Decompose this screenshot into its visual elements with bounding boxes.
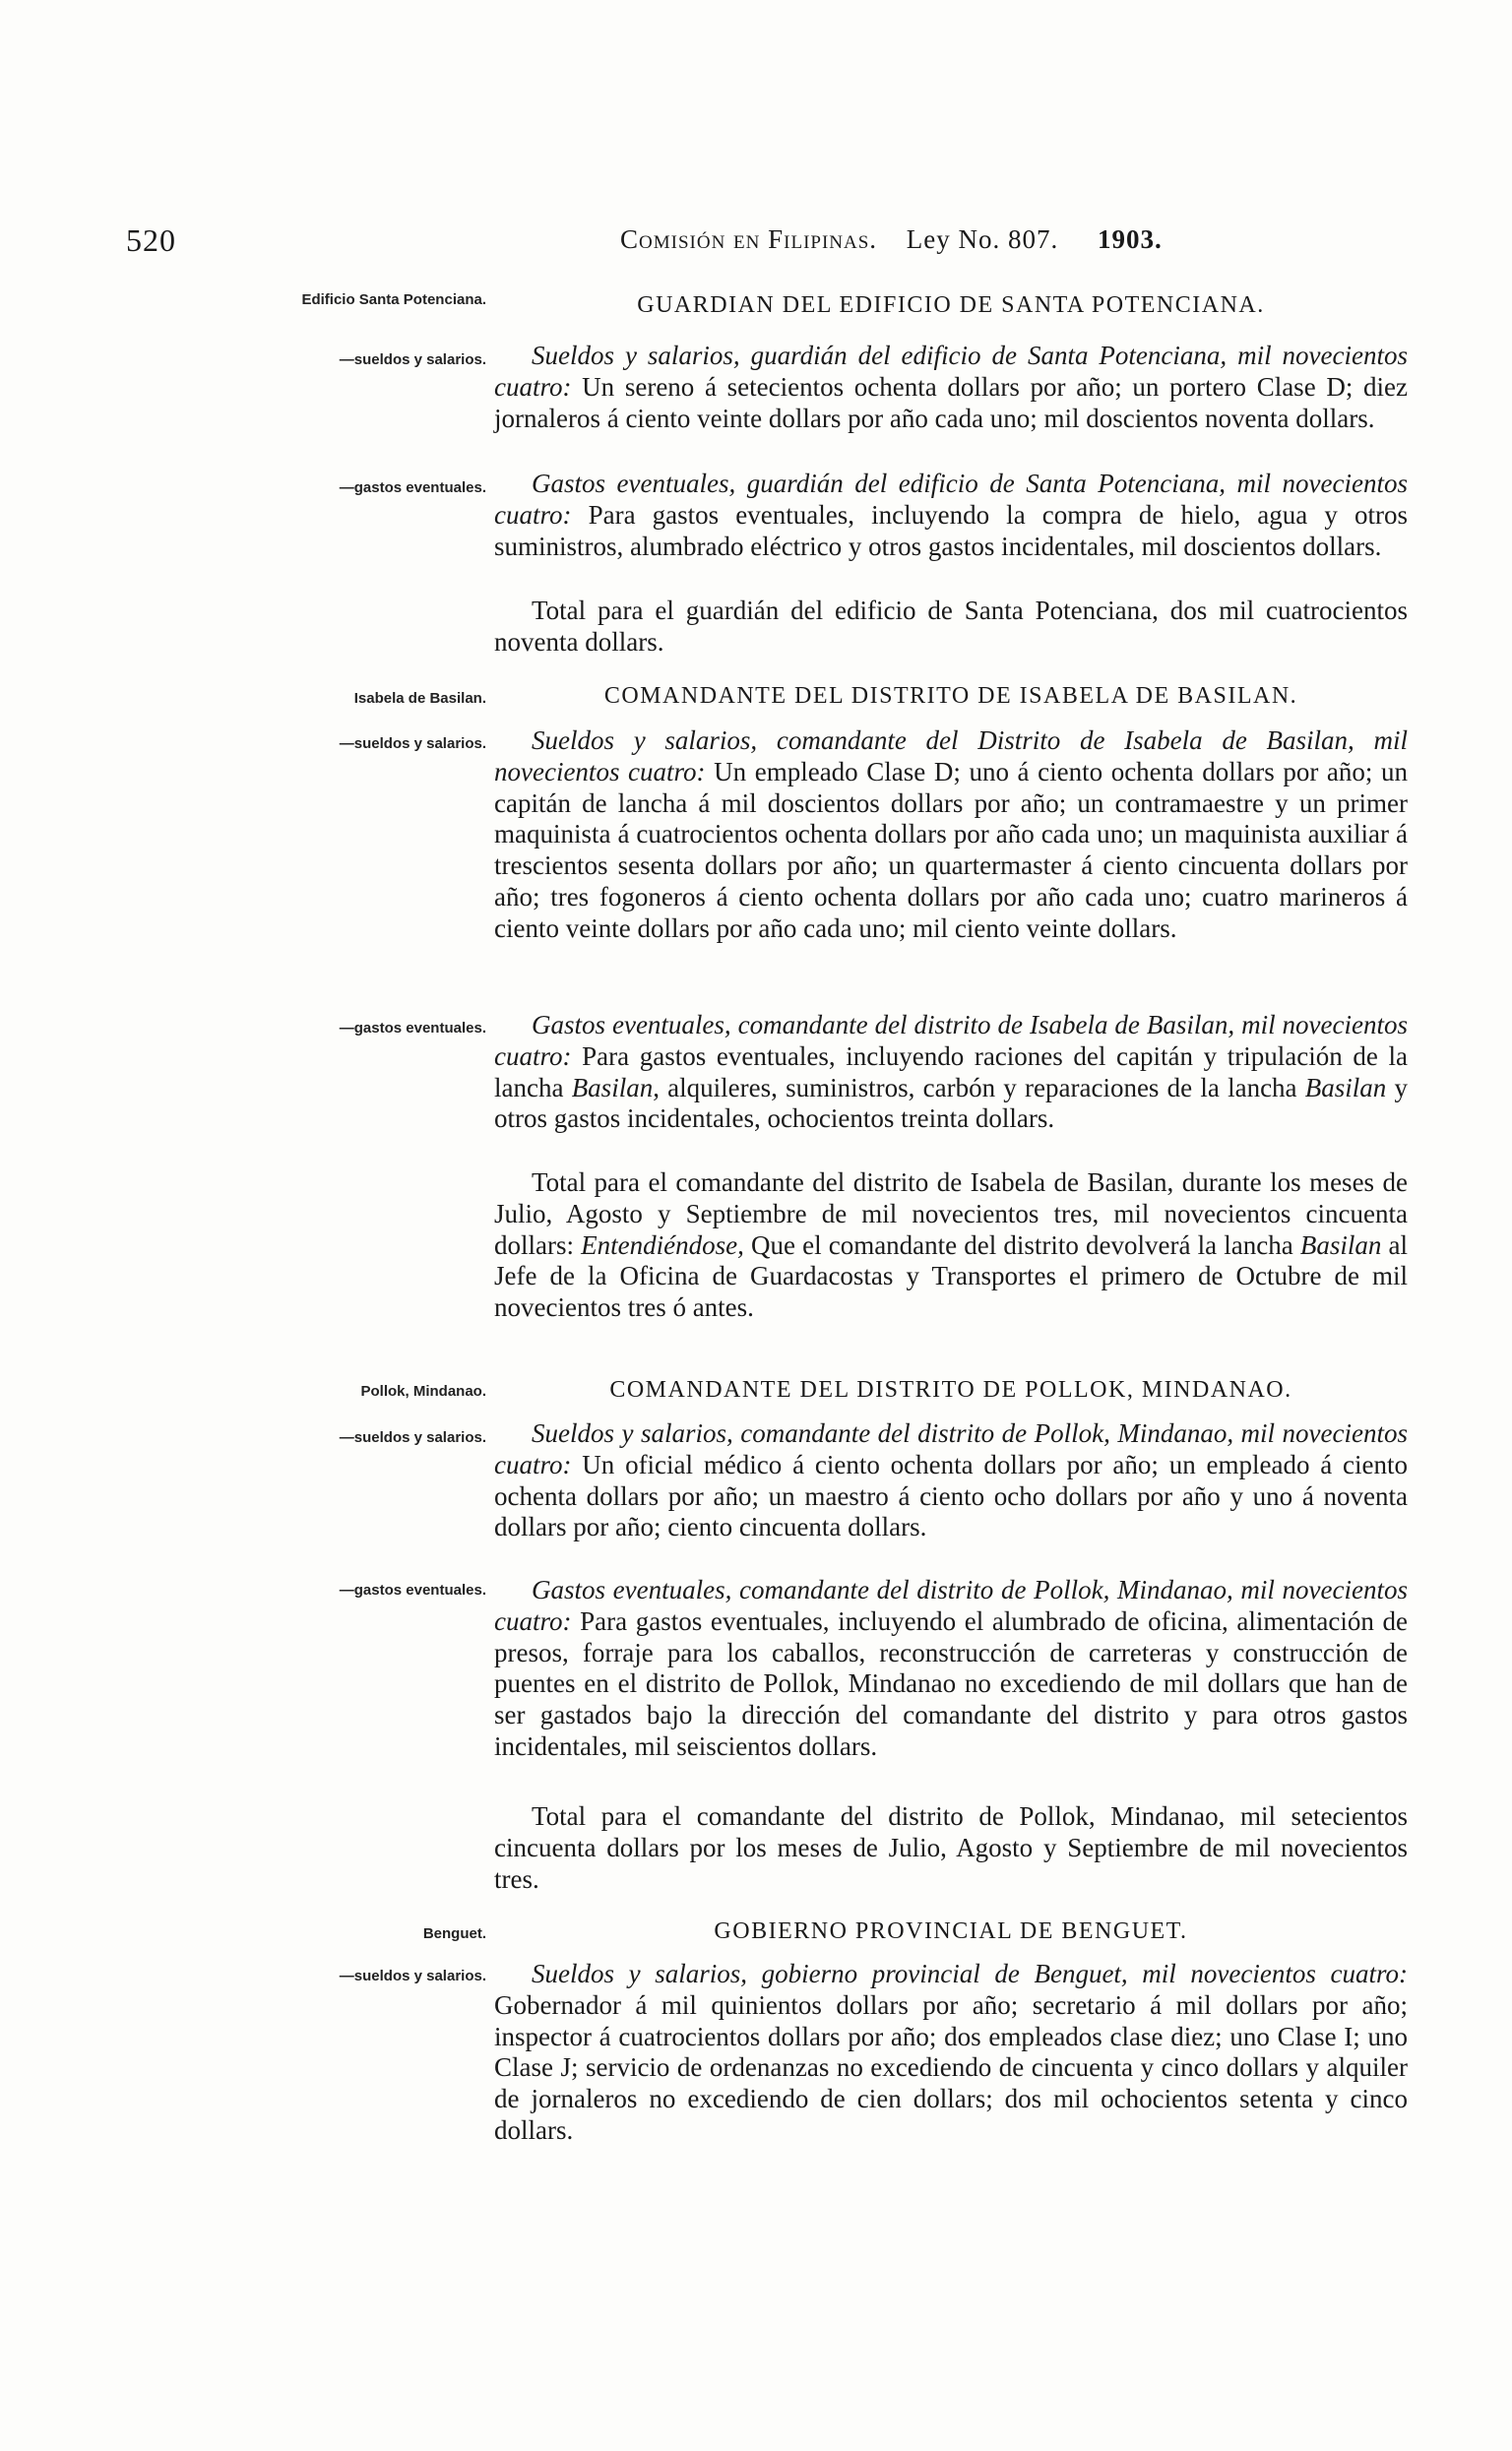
- margin-note-santa-gastos: —gastos eventuales.: [339, 479, 486, 496]
- page-number: 520: [126, 222, 176, 258]
- paragraph-body: y otros gastos incidentales, ochocientos treinta dollars.: [494, 1072, 1409, 1134]
- paragraph-pollok-gastos: [494, 1575, 1408, 1763]
- launch-name: Basilan: [1299, 1229, 1382, 1260]
- law-number: Ley No. 807.: [906, 224, 1059, 254]
- paragraph-body: Para gastos eventuales, incluyendo el alumbrado de oficina, alimentación de presos, forraje para los caballos, reconstrucción de carreteras y construcción de puentes en el distrito de Pollok, Mindanao no excediendo de mil dollars que han de ser gastados bajo la dirección del comandante del distrito y para otros gastos incidentales, mil seiscientos dollars.: [494, 1605, 1408, 1761]
- paragraph-body: Para gastos eventuales, incluyendo raciones del capitán y tripulación de la lancha: [494, 1040, 1408, 1102]
- margin-note-benguet-title: Benguet.: [422, 1925, 486, 1942]
- paragraph-body: Para gastos eventuales, incluyendo la compra de hielo, agua y otros suministros, alumbrado eléctrico y otros gastos incidentales, mil doscientos dollars.: [494, 499, 1408, 561]
- paragraph-body: Un empleado Clase D; uno á ciento ochenta dollars por año; un capitán de lancha á mil doscientos dollars por año; un contramaestre y un primer maquinista á cuatrocientos ochenta dollars por año cada uno; un maquinista auxiliar á trescientos sesenta dollars por año; un quartermaster á ciento cincuenta dollars por año; tres fogoneros á ciento ochenta dollars por año cada uno; cuatro marineros á ciento veinte dollars por año cada uno; mil ciento veinte dollars.: [494, 756, 1408, 943]
- paragraph-lead: Sueldos y salarios, comandante del Distrito de Isabela de Basilan, mil novecientos cuatro:: [494, 725, 1408, 786]
- paragraph-body: Que el comandante del distrito devolverá la lancha: [743, 1229, 1300, 1260]
- margin-note-isabela-sueldos: —sueldos y salarios.: [339, 735, 486, 752]
- paragraph-lead: Gastos eventuales, comandante del distrito de Pollok, Mindanao, mil novecientos cuatro:: [494, 1575, 1408, 1636]
- margin-note-pollok-title: Pollok, Mindanao.: [360, 1383, 486, 1400]
- section-title-pollok: COMANDANTE DEL DISTRITO DE POLLOK, MINDANAO.: [609, 1377, 1292, 1403]
- paragraph-body: Total para el comandante del distrito de Isabela de Basilan, durante los meses de Julio, Agosto y Septiembre de mil novecientos tres, mil novecientos cincuenta dollars:: [494, 1167, 1408, 1260]
- paragraph-pollok-total: Total para el comandante del distrito de Pollok, Mindanao, mil setecientos cincuenta dollars por los meses de Julio, Agosto y Septiembre de mil novecientos tres.: [494, 1801, 1408, 1894]
- margin-note-santa-sueldos: —sueldos y salarios.: [339, 351, 486, 368]
- running-title: Comisión en Filipinas.: [620, 224, 878, 254]
- paragraph-lead: Sueldos y salarios, comandante del distrito de Pollok, Mindanao, mil novecientos cuatro:: [494, 1418, 1408, 1479]
- margin-note-isabela-title: Isabela de Basilan.: [353, 690, 486, 707]
- paragraph-lead: Sueldos y salarios, gobierno provincial de Benguet, mil novecientos cuatro:: [532, 1959, 1408, 1988]
- paragraph-santa-sueldos: [494, 341, 1408, 434]
- paragraph-body: Un sereno á setecientos ochenta dollars por año; un portero Clase D; diez jornaleros á ciento veinte dollars por año cada uno; mil doscientos noventa dollars.: [494, 371, 1408, 433]
- paragraph-benguet-sueldos: [494, 1959, 1408, 2147]
- paragraph-lead: Gastos eventuales, guardián del edificio de Santa Potenciana, mil novecientos cuatro:: [494, 469, 1408, 530]
- section-title-santa: GUARDIAN DEL EDIFICIO DE SANTA POTENCIANA.: [637, 292, 1265, 318]
- running-head: [620, 224, 1163, 255]
- margin-note-pollok-sueldos: —sueldos y salarios.: [339, 1429, 486, 1446]
- paragraph-body: Un oficial médico á ciento ochenta dollars por año; un empleado á ciento ochenta dollars por año; un maestro á ciento ocho dollars por año y uno á noventa dollars por año; ciento cincuenta dollars.: [494, 1449, 1408, 1542]
- launch-name: Basilan: [1304, 1072, 1387, 1102]
- paragraph-isabela-total: [494, 1167, 1408, 1324]
- paragraph-lead: Gastos eventuales, comandante del distrito de Isabela de Basilan, mil novecientos cuatro:: [494, 1010, 1408, 1071]
- paragraph-pollok-sueldos: [494, 1418, 1408, 1543]
- section-title-isabela: COMANDANTE DEL DISTRITO DE ISABELA DE BASILAN.: [603, 683, 1298, 709]
- paragraph-body: , alquileres, suministros, carbón y reparaciones de la lancha: [653, 1072, 1305, 1102]
- section-title-benguet: GOBIERNO PROVINCIAL DE BENGUET.: [714, 1918, 1188, 1944]
- margin-note-isabela-gastos: —gastos eventuales.: [339, 1020, 486, 1037]
- paragraph-santa-gastos: [494, 469, 1408, 562]
- year: 1903.: [1098, 224, 1163, 254]
- margin-note-pollok-gastos: —gastos eventuales.: [339, 1582, 486, 1599]
- proviso: Entendiéndose,: [581, 1229, 744, 1260]
- paragraph-body: al Jefe de la Oficina de Guardacostas y Transportes el primero de Octubre de mil novecientos tres ó antes.: [494, 1229, 1408, 1323]
- paragraph-isabela-gastos: [494, 1010, 1408, 1135]
- launch-name: Basilan: [571, 1072, 654, 1102]
- margin-note-benguet-sueldos: —sueldos y salarios.: [339, 1968, 486, 1984]
- paragraph-lead: Sueldos y salarios, guardián del edificio de Santa Potenciana, mil novecientos cuatro:: [494, 341, 1408, 402]
- paragraph-body: Gobernador á mil quinientos dollars por año; secretario á mil dollars por año; inspector á cuatrocientos dollars por año; dos empleados clase diez; uno Clase I; uno Clase J; servicio de ordenanzas no excediendo de cincuenta y cinco dollars y alquiler de jornaleros no excediendo de cien dollars; dos mil ochocientos setenta y cinco dollars.: [494, 1989, 1408, 2145]
- paragraph-isabela-sueldos: [494, 725, 1408, 945]
- margin-note-santa-title: Edificio Santa Potenciana.: [301, 291, 486, 308]
- paragraph-santa-total: Total para el guardián del edificio de Santa Potenciana, dos mil cuatrocientos noventa dollars.: [494, 596, 1408, 657]
